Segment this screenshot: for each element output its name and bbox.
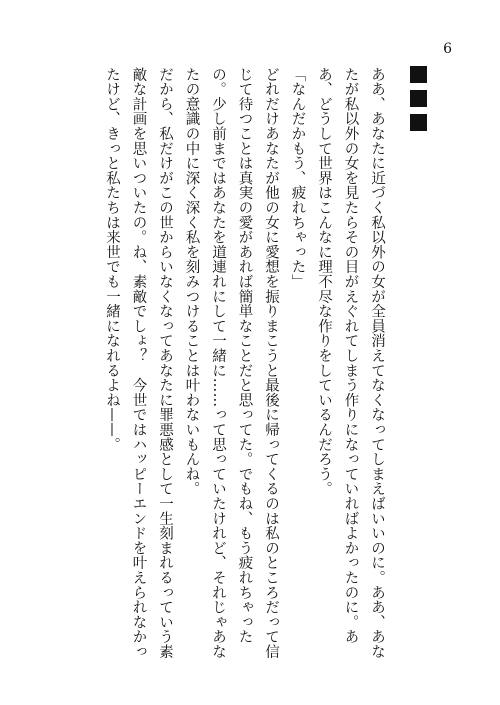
paragraph-3: どれだけあなたが他の女に愛想を振りまこうと最後に帰ってくるのは私のところだって信じて待つことは真実の愛があれば簡単なことだと思ってた。でもね、もう疲れちゃったの。少し前まではあなたを道連れにして一緒に……って思っていたけれど、それじゃあなたの意識の中に深く深く私を刻みつけることは叶わないもんね。 xyxy=(183,67,279,659)
paragraph-2: 「なんだかもう、疲れちゃった」 xyxy=(289,67,306,289)
section-square-1 xyxy=(410,66,427,83)
section-square-2 xyxy=(410,90,427,107)
paragraph-1: ああ、あなたに近づく私以外の女が全員消えてなくなってしまえばいいのに。ああ、あなたが私以外の女を見たらその目がえぐれてしまう作りになっていればよかったのに。ああ、どうして世界はこんなに理不尽な作りをしているんだろう。 xyxy=(316,67,385,659)
page-number: 6 xyxy=(443,41,452,57)
section-square-3 xyxy=(410,114,427,131)
section-break-marker xyxy=(410,66,427,131)
body-text xyxy=(104,67,390,667)
paragraph-4: だから、私だけがこの世からいなくなってあなたに罪悪感として一生刻まれるっていう素敵な計画を思いついたの。ね、素敵でしょ？ 今世ではハッピーエンドを叶えられなかったけど、きっと私たちは来世でも一緒になれるよね——。 xyxy=(104,67,173,659)
